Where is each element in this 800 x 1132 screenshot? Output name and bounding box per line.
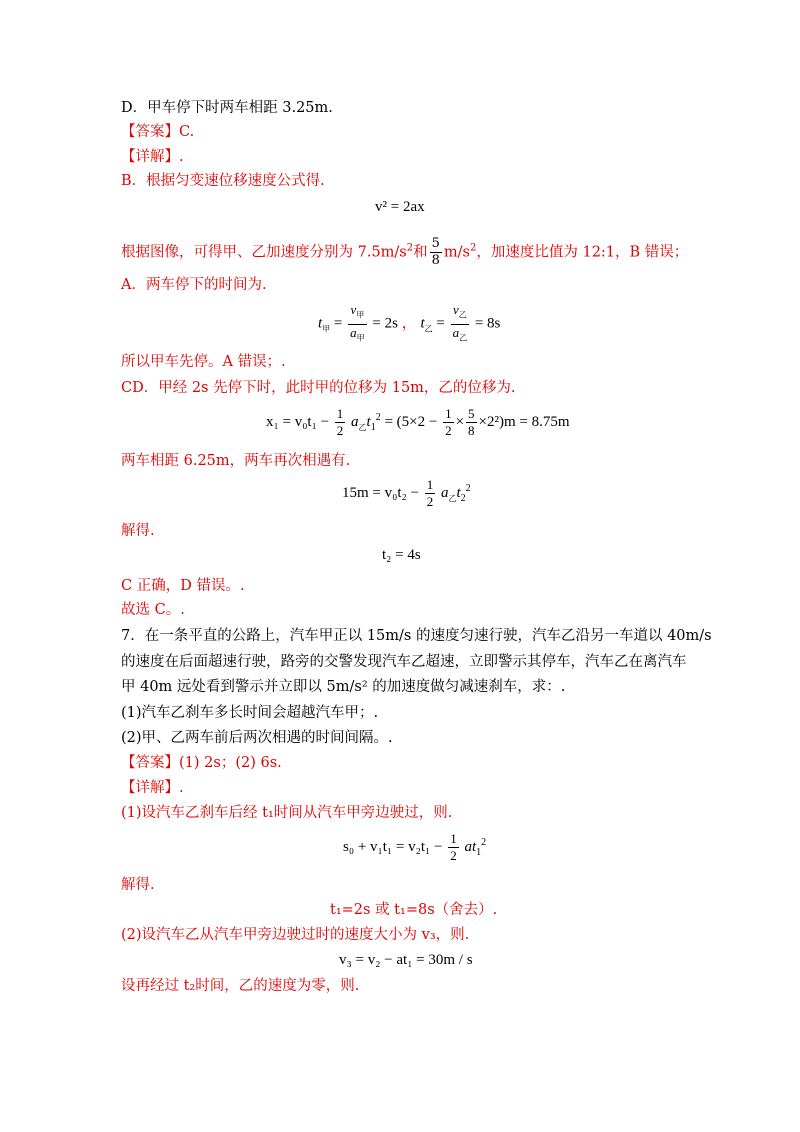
option-d: D．甲车停下时两车相距 3.25m. [121,100,333,116]
equation-v3: v₃ = v₂ − at₁ = 30m / s [339,952,473,968]
jia-stops-first: 所以甲车先停。A 错误；. [121,354,286,370]
accel-line: 根据图像，可得甲、乙加速度分别为 $7.5m/s^2$和 $\frac{5}{8}$ $m/s^2$，加速度比值为 12:1，B 错误； [121,236,689,268]
equation-stop-times: $t_甲$ = $\frac{v_甲}{a_甲}$ = 2s ， $t_乙$ = $\frac{v_乙}{a_乙}$ = 8s [318,302,501,343]
explain-a: A．两车停下的时间为. [121,277,267,293]
answer-7: 【答案】(1) 2s；(2) 6s. [121,755,282,771]
solve-label-7: 解得. [121,877,155,893]
explain-label: 【详解】. [121,149,184,165]
explain-cd: CD．甲经 2s 先停下时，此时甲的位移为 15m，乙的位移为. [121,380,516,396]
answer-label: 【答案】C. [121,124,195,140]
question-7-line1: 7．在一条平直的公路上，汽车甲正以 15m/s 的速度匀速行驶，汽车乙沿另一车道以 40m/s [121,628,712,644]
question-7-line3: 甲 40m 远处看到警示并立即以 5m/s² 的加速度做匀减速刹车，求：. [121,679,566,695]
question-7-line2: 的速度在后面超速行驶，路旁的交警发现汽车乙超速，立即警示其停车，汽车乙在离汽车 [121,654,687,670]
solve-label: 解得. [121,523,155,539]
explain-b: B．根据匀变速位移速度公式得. [121,173,325,189]
explain-7-t2: 设再经过 t₂时间，乙的速度为零，则. [121,978,360,994]
equation-x1: x₁ = v₀t₁ − $\frac{1}{2}$ $a_乙t_1^2 = (5\times 2$ − $\frac{1}{2}$ × $\frac{5}{8}$ ×2²)m = 8.75m [266,406,570,438]
equation-15m: 15m = v₀t₂ − $\frac{1}{2}$ $a_乙t_2^2$ [342,477,471,509]
distance-line: 两车相距 6.25m，两车再次相遇有. [121,453,351,469]
choose-c: 故选 C。. [121,602,185,618]
c-correct: C 正确，D 错误。. [121,578,245,594]
question-7-part2: (2)甲、乙两车前后两次相遇的时间间隔。. [121,730,393,746]
equation-s0: s₀ + v₁t₁ = v₂t₁ − $\frac{1}{2}$ $at_1^2$ [343,831,487,863]
equation-t2: t₂ = 4s [382,547,421,563]
explain-7-part2: (2)设汽车乙从汽车甲旁边驶过时的速度大小为 v₃，则. [121,927,470,943]
explain-7-part1: (1)设汽车乙刹车后经 t₁时间从汽车甲旁边驶过，则. [121,805,453,821]
question-7-part1: (1)汽车乙刹车多长时间会超越汽车甲；. [121,705,379,721]
t1-result: t₁=2s 或 t₁=8s（舍去）. [330,902,498,918]
equation-v2-2ax: v² = 2ax [375,199,425,215]
explain-7-label: 【详解】. [121,780,184,796]
